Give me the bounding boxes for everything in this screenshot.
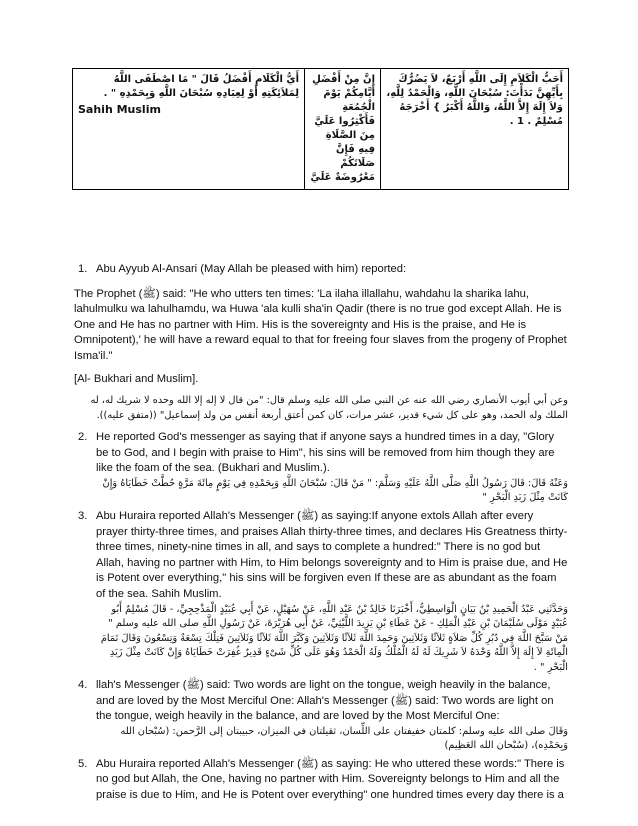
table-row	[73, 69, 569, 190]
list-number: 3.	[78, 509, 88, 522]
list-item	[74, 430, 568, 506]
hadith-1-arabic: وعن أبي أيوب الأنصاري رضي الله عنه عن النبي صلى الله عليه وسلم قال: "من قال لا إله إلا الله وحده لا شريك له، له الملك وله الحمد، وهو على كل شيء قدير، عشر مرات، كان كمن أعتق أربعة أنفس من ولد إسماعيل" ((متفق عليه)).	[90, 395, 568, 421]
list-number: 4.	[78, 679, 88, 691]
list-item	[74, 678, 568, 754]
list-item	[74, 757, 568, 804]
table-cell-source: Sahih Muslim	[78, 103, 161, 116]
list-item-1-heading	[74, 262, 568, 278]
table-cell-arabic: إِنَّ مِنْ أَفْضَلِ أَيَّامِكُمْ يَوْمَ الْجُمُعَةِ فَأَكْثِرُوا عَلَيَّ مِنَ الصَّلَاةِ فِيهِ فَإِنَّ صَلَاتَكُمْ مَعْرُوضَةٌ عَلَيَّ	[310, 74, 375, 183]
hadith-english: He reported God's messenger as saying that if anyone says a hundred times in a day, "Glory be to God, and I begin with praise to Him", his sins will be removed from him though they are like the foam of the sea. (Bukhari and Muslim.).	[96, 431, 555, 475]
hadith-1-source: [Al- Bukhari and Muslim].	[74, 372, 199, 385]
hadith-english: Abu Huraira reported Allah's Messenger (ﷺ) as saying:If anyone extols Allah after every prayer thirty-three times, and praises Allah thirty-three times, and declares His Greatness thirty-three times, ninety-nine times in all, and says to complete a hundred:" There is no god but Allah, having no partner with Him, to Him belongs sovereignty and to Him is praise due, and He is Potent over everything," his sins will be forgiven even If these are as abundant as the foam of the sea. Sahih Muslim.	[96, 509, 568, 600]
table-cell-arabic: أَيُّ الْكَلَامِ أَفْضَلُ قَالَ " مَا اصْطَفَى اللَّهُ لِمَلاَئِكَتِهِ أَوْ لِعِبَادِهِ سُبْحَانَ اللَّهِ وَبِحَمْدِهِ " .	[103, 74, 299, 99]
hadith-1-english: The Prophet (ﷺ) said: "He who utters ten times: 'La ilaha illallahu, wahdahu la sharika lahu, lahulmulku wa lahulhamdu, wa Huwa 'ala kulli sha'in Qadir (there is no true god except Allah. He is One and He has no partner with Him. His is the sovereignty and His is the praise, and He is Omnipotent),' he will have a reward equal to that for freeing four slaves from the progeny of Prophet Isma'il."	[74, 287, 567, 362]
hadith-arabic: وَحَدَّثَنِي عَبْدُ الْحَمِيدِ بْنُ بَيَانٍ الْوَاسِطِيُّ، أَخْبَرَنَا خَالِدُ بْنُ عَبْدِ اللَّهِ، عَنْ سُهَيْلٍ، عَنْ أَبِي عُبَيْدٍ الْمَذْحِجِيِّ، - قَالَ مُسْلِمٌ أَبُو عُبَيْدٍ مَوْلَى سُلَيْمَانَ بْنِ عَبْدِ الْمَلِكِ - عَنْ عَطَاءِ بْنِ يَزِيدَ اللَّيْثِيِّ، عَنْ أَبِي هُرَيْرَةَ، عَنْ رَسُولِ اللَّهِ صلى الله عليه وسلم " مَنْ سَبَّحَ اللَّهَ فِي دُبُرِ كُلِّ صَلاَةٍ ثَلاَثًا وَثَلاَثِينَ وَحَمِدَ اللَّهَ ثَلاَثًا وَثَلاَثِينَ وَكَبَّرَ اللَّهَ ثَلاَثًا وَثَلاَثِينَ فَتِلْكَ تِسْعَةٌ وَتِسْعُونَ وَقَالَ تَمَامَ الْمِائَةِ لاَ إِلَهَ إِلاَّ اللَّهُ وَحْدَهُ لاَ شَرِيكَ لَهُ لَهُ الْمُلْكُ وَلَهُ الْحَمْدُ وَهُوَ عَلَى كُلِّ شَىْءٍ قَدِيرٌ غُفِرَتْ خَطَايَاهُ وَإِنْ كَانَتْ مِثْلَ زَبَدِ الْبَحْرِ " .	[100, 603, 568, 673]
hadith-arabic: وَعَنْهُ قَالَ: قَالَ رَسُولُ اللَّهِ صَلَّى اللَّهُ عَلَيْهِ وَسَلَّمَ: " مَنْ قَالَ: سُبْحَانَ اللَّهِ وَبِحَمْدِهِ فِي يَوْمٍ مِائَةَ مَرَّةٍ حُطَّتْ خَطَايَاهُ وَإِنْ كَانَتْ مِثْلَ زَبَدِ الْبَحْرِ "	[102, 477, 568, 504]
table-cell-arabic: أَحَبُّ الْكَلاَمِ إِلَى اللَّهِ أَرْبَعٌ، لاَ يَضُرُّكَ بِأَيِّهِنَّ بَدَأْتَ: سُبْحَانَ اللَّهِ، وَالْحَمْدُ لِلَّهِ، وَلاَ إِلَهَ إِلاَّ اللَّهُ، وَاللَّهُ أَكْبَرُ } أَخْرَجَهُ مُسْلِمٌ . 1 .	[386, 74, 563, 127]
list-number: 1.	[78, 263, 88, 275]
list-item	[74, 509, 568, 675]
table-cell-friday	[305, 69, 381, 190]
hadith-english: Abu Huraira reported Allah's Messenger (ﷺ) as saying: He who uttered these words:" There is no god but Allah, the One, having no partner with Him. Sovereignty belongs to Him and all the praise is due to Him, and He is Potent over everything" one hundred times every day there is a	[96, 757, 565, 801]
hadith-english: llah's Messenger (ﷺ) said: Two words are light on the tongue, weigh heavily in the balance, and are loved by the Most Merciful One: Allah's Messenger (ﷺ) said: Two words are light on the tongue, weigh heavily in the balance, and are loved by the Most Merciful One:	[96, 679, 554, 723]
hadith-arabic: وَقَالَ صلى الله عليه وسلم: كلمتان خفيفتان على اللِّسان، ثقيلتان في الميزان، حبيبتان إلى الرَّحمن: (سُبْحان الله وَبِحَمْدِه)، (سُبْحان الله العَظِيم)	[120, 725, 568, 752]
table-cell-best-speech	[73, 69, 305, 190]
table-cell-four-words	[381, 69, 569, 190]
narrator-heading: Abu Ayyub Al-Ansari (May Allah be pleased with him) reported:	[96, 263, 407, 275]
list-number: 2.	[78, 431, 88, 444]
list-number: 5.	[78, 757, 88, 770]
hadith-list	[74, 262, 568, 807]
adhkar-table	[72, 68, 569, 190]
